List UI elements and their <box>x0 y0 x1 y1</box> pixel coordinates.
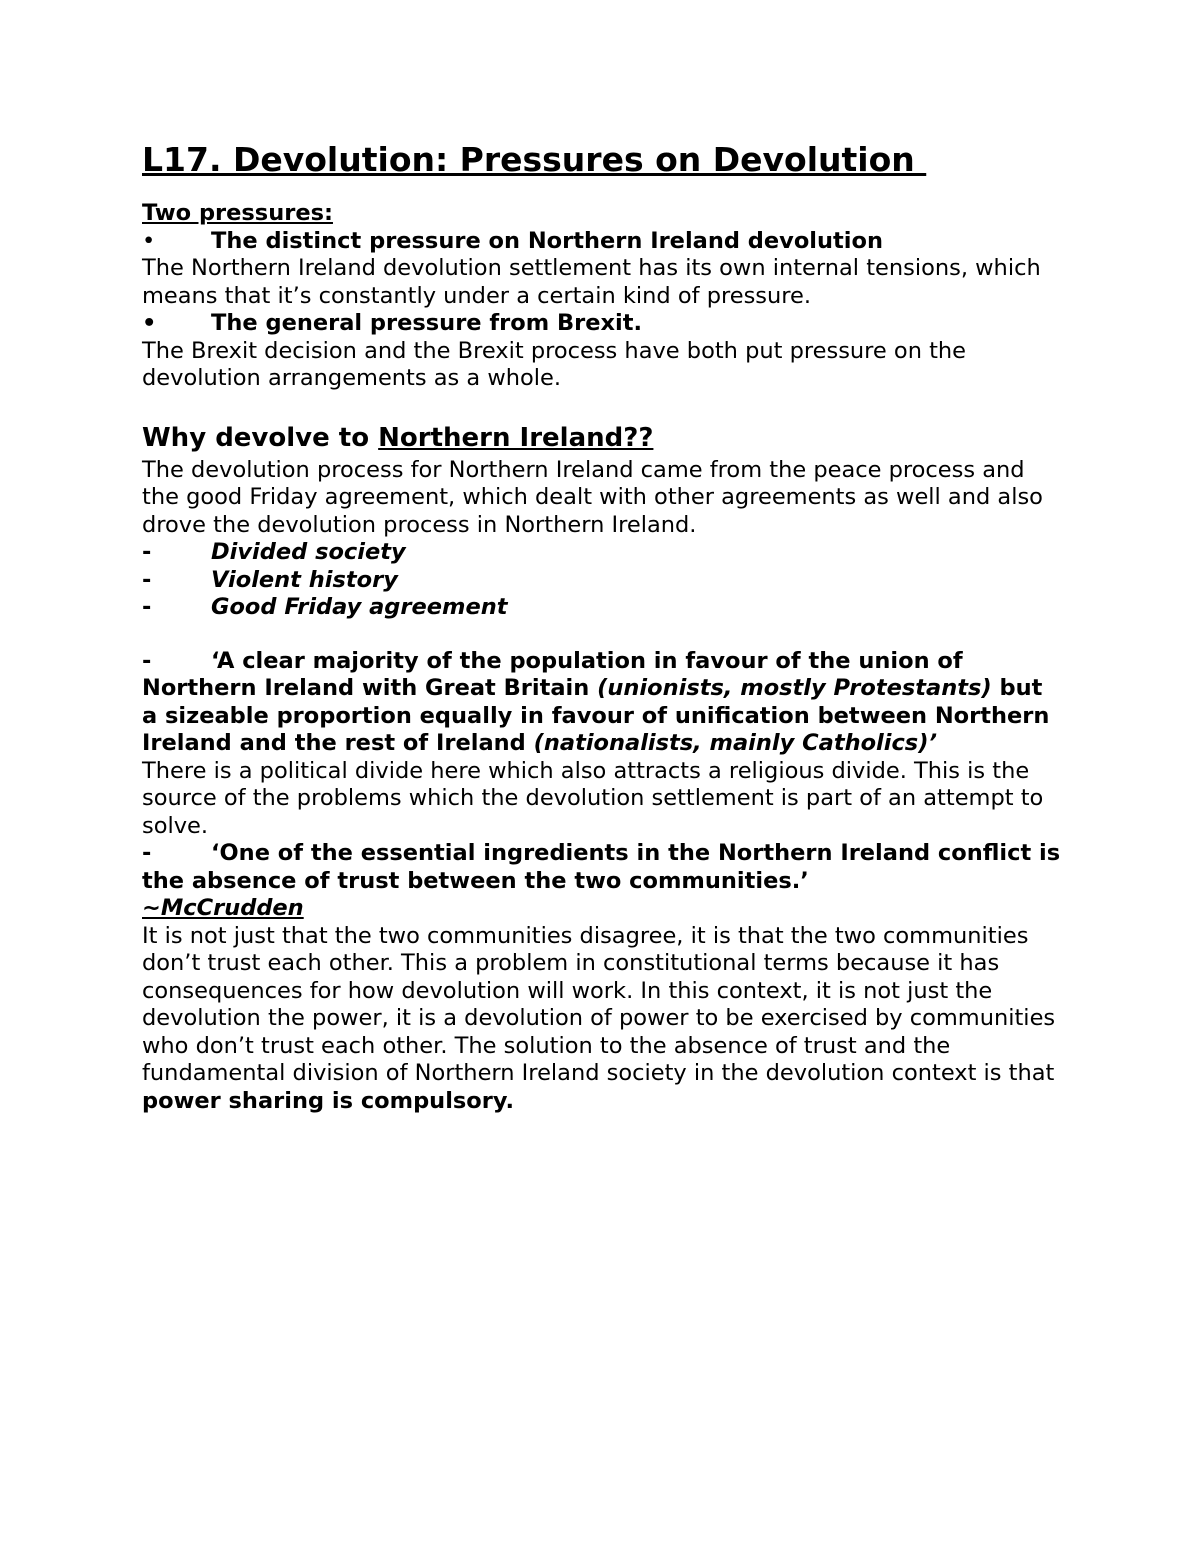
dash-item <box>142 539 1062 567</box>
dash-item <box>142 594 1062 622</box>
dash-item-text: Good Friday agreement <box>211 594 508 620</box>
dash-item <box>142 567 1062 595</box>
paragraph-text: It is not just that the two communities disagree, it is that the two communities don’t trust each other. This a problem in constitutional terms because it has consequences for how devolution will work. In this context, it is not just the devolution the power, it is a devolution of power to be exercised by communities who don’t trust each other. The solution to the absence of trust and the fundamental division of Northern Ireland society in the devolution context is that <box>142 922 1056 1086</box>
dash-item-text: Violent history <box>211 566 398 593</box>
paragraph <box>142 923 1062 1116</box>
bullet-item <box>142 228 1062 256</box>
bullet-item <box>142 310 1062 338</box>
paragraph: The Northern Ireland devolution settlement has its own internal tensions, which means that it’s constantly under a certain kind of pressure. <box>142 255 1041 309</box>
dash-marker: - <box>142 840 152 866</box>
page-title: L17. Devolution: Pressures on Devolution <box>142 140 927 179</box>
paragraph-bold-conclusion: power sharing is compulsory. <box>142 1087 515 1114</box>
quote-part: ‘A clear majority of the population in favour of the union of Northern Ireland with Great Britain <box>142 647 963 701</box>
heading-prefix: Why devolve to <box>142 422 379 453</box>
dash-marker: - <box>142 566 152 593</box>
bullet-marker: • <box>142 310 157 336</box>
quote-attribution: ~McCrudden <box>142 895 304 921</box>
paragraph: The devolution process for Northern Ireland came from the peace process and the good Friday agreement, which dealt with other agreements as well and also drove the devolution process in Northern Ireland. <box>142 456 1043 538</box>
quote-part: but a sizeable proportion equally in favour of unification between Northern Ireland and the rest of Ireland <box>142 675 1050 756</box>
bullet-text: The distinct pressure on Northern Ireland devolution <box>211 227 883 254</box>
quote-block-2 <box>142 840 1062 895</box>
quote-part-italic: (unionists, mostly Protestants) <box>597 675 992 701</box>
dash-marker: - <box>142 539 152 565</box>
paragraph: There is a political divide here which also attracts a religious divide. This is the source of the problems which the devolution settlement is part of an attempt to solve. <box>142 757 1044 839</box>
bullet-text: The general pressure from Brexit. <box>211 310 643 336</box>
paragraph: The Brexit decision and the Brexit process have both put pressure on the devolution arrangements as a whole. <box>142 337 967 391</box>
section-heading-why-devolve <box>142 421 1062 455</box>
quote-block-1 <box>142 648 1062 758</box>
heading-underlined: Northern Ireland?? <box>378 422 654 453</box>
dash-marker: - <box>142 647 152 674</box>
quote-text: ‘One of the essential ingredients in the Northern Ireland conflict is the absence of trust between the two communities.’ <box>142 840 1061 894</box>
dash-item-text: Divided society <box>211 539 406 565</box>
dash-marker: - <box>142 594 152 620</box>
section-heading-two-pressures: Two pressures: <box>142 200 333 226</box>
bullet-marker: • <box>142 227 156 254</box>
quote-part-italic: (nationalists, mainly Catholics)’ <box>533 730 938 756</box>
document-body <box>142 138 1062 1115</box>
